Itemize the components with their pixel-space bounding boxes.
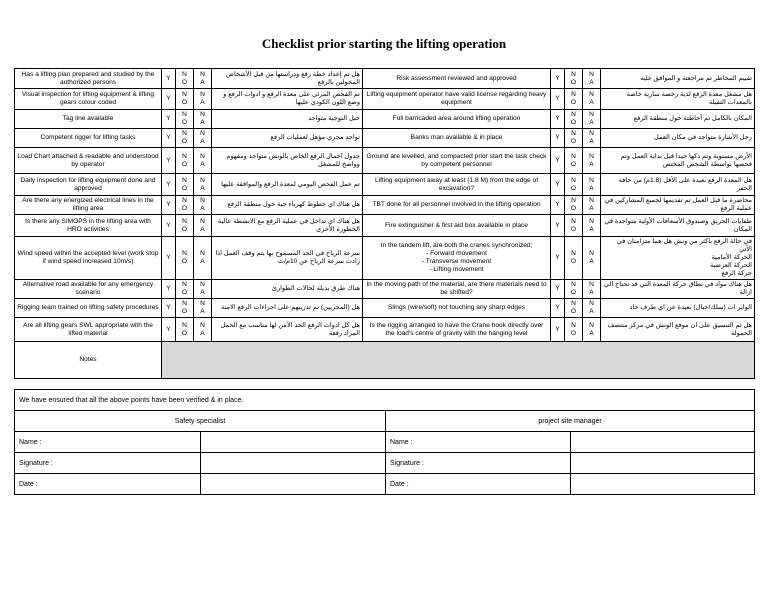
right-no-option[interactable]: N O — [565, 69, 583, 89]
right-yes-option[interactable]: Y — [551, 69, 565, 89]
right-question-arabic: هل مشغل معدة الرفع لدية رخصة سارية خاصة بالمعدات الثقيلة — [601, 89, 755, 110]
left-yes-option[interactable]: Y — [162, 69, 176, 89]
left-no-option[interactable]: N O — [176, 129, 194, 148]
checklist-row — [15, 129, 755, 148]
project-site-manager-heading: project site manager — [386, 411, 755, 432]
left-no-option[interactable]: N O — [176, 237, 194, 280]
left-no-option[interactable]: N O — [176, 110, 194, 129]
left-yes-option[interactable]: Y — [162, 129, 176, 148]
right-question-english: Banks man available & in place — [363, 129, 551, 148]
right-no-option[interactable]: N O — [565, 110, 583, 129]
right-yes-option[interactable]: Y — [551, 174, 565, 196]
left-yes-option[interactable]: Y — [162, 89, 176, 110]
right-yes-option[interactable]: Y — [551, 89, 565, 110]
right-na-option[interactable]: N A — [583, 196, 601, 215]
right-yes-option[interactable]: Y — [551, 299, 565, 318]
left-yes-option[interactable]: Y — [162, 174, 176, 196]
right-no-option[interactable]: N O — [565, 148, 583, 174]
site-manager-signature-field[interactable] — [571, 453, 755, 474]
left-question-arabic: تم عمل الفحص اليومي لمعدة الرفع والموافقة عليها — [212, 174, 363, 196]
right-question-arabic: الأرض مستوية وتم دكها جيدا قبل بداية العمل وتم فحصها بواسطة الشخص المختص — [601, 148, 755, 174]
left-na-option[interactable]: N A — [194, 110, 212, 129]
right-yes-option[interactable]: Y — [551, 129, 565, 148]
left-no-option[interactable]: N O — [176, 69, 194, 89]
verification-statement: We have ensured that all the above points have been verified & in place. — [15, 390, 755, 411]
safety-specialist-date-label: Date : — [15, 474, 201, 495]
right-yes-option[interactable]: Y — [551, 196, 565, 215]
right-no-option[interactable]: N O — [565, 129, 583, 148]
left-no-option[interactable]: N O — [176, 280, 194, 299]
right-question-english: Fire extinguisher & first aid box available in place — [363, 215, 551, 237]
right-question-english: Ground are levelled, and compacted prior start the task check by competent personnel — [363, 148, 551, 174]
left-question-arabic: جدول احمال الرفع الخاص بالونش متواجد ومفهوم وواضح للمشغل — [212, 148, 363, 174]
left-question-english: Wind speed within the accepted level (work stop if wind speed increased 10m/s) — [15, 237, 162, 280]
safety-specialist-signature-field[interactable] — [201, 453, 386, 474]
checklist-row — [15, 280, 755, 299]
left-question-english: Competent rigger for lifting tasks — [15, 129, 162, 148]
safety-specialist-name-label: Name : — [15, 432, 201, 453]
right-no-option[interactable]: N O — [565, 318, 583, 342]
left-question-english: Daily inspection for lifting equipment done and approved — [15, 174, 162, 196]
left-question-arabic: هناك طرق بديلة لحالات الطوارئ — [212, 280, 363, 299]
left-na-option[interactable]: N A — [194, 237, 212, 280]
right-question-english: Lifting equipment away at least (1.8 M) from the edge of excavation? — [363, 174, 551, 196]
right-na-option[interactable]: N A — [583, 280, 601, 299]
right-question-english: Is the rigging arranged to have the Crane hook directly over the load's centre of gravity with the hanging level — [363, 318, 551, 342]
checklist-row — [15, 299, 755, 318]
checklist-row — [15, 69, 755, 89]
safety-specialist-name-field[interactable] — [201, 432, 386, 453]
right-question-arabic: هل هناك مواد في نطاق حركة المعدة التي قد تحتاج الي ازالة — [601, 280, 755, 299]
checklist-row — [15, 148, 755, 174]
right-no-option[interactable]: N O — [565, 174, 583, 196]
safety-specialist-heading: Safety specialist — [15, 411, 386, 432]
site-manager-name-label: Name : — [386, 432, 571, 453]
left-no-option[interactable]: N O — [176, 174, 194, 196]
checklist-row — [15, 237, 755, 280]
right-yes-option[interactable]: Y — [551, 280, 565, 299]
left-no-option[interactable]: N O — [176, 196, 194, 215]
right-na-option[interactable]: N A — [583, 110, 601, 129]
checklist-table — [14, 68, 755, 379]
right-na-option[interactable]: N A — [583, 174, 601, 196]
left-no-option[interactable]: N O — [176, 299, 194, 318]
left-yes-option[interactable]: Y — [162, 299, 176, 318]
right-question-arabic: المكان بالكامل تم أحاطتة حول منطقة الرفع — [601, 110, 755, 129]
right-yes-option[interactable]: Y — [551, 318, 565, 342]
left-question-english: Has a lifting plan prepared and studied by the authorized persons — [15, 69, 162, 89]
right-na-option[interactable]: N A — [583, 299, 601, 318]
right-question-english: In the moving path of the material, are there materials need to be shifted? — [363, 280, 551, 299]
right-yes-option[interactable]: Y — [551, 215, 565, 237]
right-na-option[interactable]: N A — [583, 129, 601, 148]
left-question-english: Are all lifting gears SWL appropriate with the lifted material — [15, 318, 162, 342]
safety-specialist-date-field[interactable] — [201, 474, 386, 495]
right-na-option[interactable]: N A — [583, 215, 601, 237]
left-question-english: Are there any energized electrical lines in the lifting area — [15, 196, 162, 215]
checklist-row — [15, 110, 755, 129]
right-question-arabic: في حالة الرفع باكثر من ونش هل هما متزامنان في الآتي الحركة الأمامية الحركة العرضية حركة الرفع — [601, 237, 755, 280]
left-question-arabic: هل تم إعداد خطة رفع ودراستها من قبل الأشخاص المخولين بالرفع — [212, 69, 363, 89]
right-na-option[interactable]: N A — [583, 237, 601, 280]
left-na-option[interactable]: N A — [194, 299, 212, 318]
right-na-option[interactable]: N A — [583, 148, 601, 174]
left-yes-option[interactable]: Y — [162, 148, 176, 174]
checklist-row — [15, 215, 755, 237]
right-question-arabic: هل المعدة الرفع بعيدة على الأقل (1.8م) من حافة الحفر — [601, 174, 755, 196]
right-yes-option[interactable]: Y — [551, 110, 565, 129]
right-question-arabic: تقييم المخاطر تم مراجعتة و الموافق عليه — [601, 69, 755, 89]
right-question-arabic: هل تم التنسيق على ان موقع الونش في مركز منتصف الحمولة — [601, 318, 755, 342]
right-question-arabic: رجل الأشارة متواجد في مكان العمل — [601, 129, 755, 148]
left-no-option[interactable]: N O — [176, 318, 194, 342]
left-question-arabic: هل هناك اي تداخل في عملية الرفع مع الانشطة عالية الخطورة الأخرى — [212, 215, 363, 237]
left-question-english: Alternative road available for any emergency scenario — [15, 280, 162, 299]
left-na-option[interactable]: N A — [194, 148, 212, 174]
left-yes-option[interactable]: Y — [162, 110, 176, 129]
right-question-arabic: طفايات الحريق وصندوق الأسعافات الأولية متواجدة في المكان — [601, 215, 755, 237]
right-question-english: TBT done for all personnel involved in the lifting operation — [363, 196, 551, 215]
right-no-option[interactable]: N O — [565, 196, 583, 215]
left-no-option[interactable]: N O — [176, 215, 194, 237]
left-na-option[interactable]: N A — [194, 129, 212, 148]
left-na-option[interactable]: N A — [194, 69, 212, 89]
right-question-english: Lifting equipment operator have valid license regarding heavy equipment — [363, 89, 551, 110]
right-no-option[interactable]: N O — [565, 215, 583, 237]
right-na-option[interactable]: N A — [583, 89, 601, 110]
left-na-option[interactable]: N A — [194, 280, 212, 299]
left-question-arabic: سرعة الرياح في الحد المسموح بها يتم وقف العمل اذا زادت سرعة الرياح عن 10م/ث — [212, 237, 363, 280]
left-question-arabic: تواجد مجري مؤهل لعمليات الرفع — [212, 129, 363, 148]
left-yes-option[interactable]: Y — [162, 196, 176, 215]
left-question-english: Visual inspection for lifting equipment & lifting gears colour coded — [15, 89, 162, 110]
checklist-row — [15, 196, 755, 215]
left-question-arabic: هل كل ادوات الرفع الحد الآمن لها مناسب مع الحمل المراد رفعة — [212, 318, 363, 342]
right-question-english: In the tandem lift, are both the cranes synchronized; - Forward movement - Transverse movement - Lifting movement — [363, 237, 551, 280]
left-question-arabic: هل هناك اي خطوط كهرباء حية حول منطقة الرفع — [212, 196, 363, 215]
checklist-row — [15, 174, 755, 196]
left-no-option[interactable]: N O — [176, 89, 194, 110]
right-no-option[interactable]: N O — [565, 280, 583, 299]
left-no-option[interactable]: N O — [176, 148, 194, 174]
left-question-english: Is there any SIMOPS in the lifting area with HRO activities — [15, 215, 162, 237]
left-yes-option[interactable]: Y — [162, 318, 176, 342]
checklist-row — [15, 318, 755, 342]
right-no-option[interactable]: N O — [565, 299, 583, 318]
left-question-arabic: هل (المجريين) تم تدريبهم على اجراءات الرفع الامنة — [212, 299, 363, 318]
right-question-english: Slings (wire/soft) not touching any sharp edges — [363, 299, 551, 318]
site-manager-name-field[interactable] — [571, 432, 755, 453]
left-question-english: Load Chart attached & readable and understood by operator — [15, 148, 162, 174]
left-question-english: Rigging team trained on lifting safety procedures — [15, 299, 162, 318]
right-na-option[interactable]: N A — [583, 69, 601, 89]
left-na-option[interactable]: N A — [194, 215, 212, 237]
left-question-arabic: تم الفحص المرئي على معدة الرفع و ادوات الرفع و وضع اللون الكودي عليها — [212, 89, 363, 110]
left-yes-option[interactable]: Y — [162, 280, 176, 299]
site-manager-date-label: Date : — [386, 474, 571, 495]
left-yes-option[interactable]: Y — [162, 215, 176, 237]
page-title: Checklist prior starting the lifting operation — [261, 36, 507, 51]
notes-label: Notes — [15, 342, 162, 379]
right-question-arabic: الواير ات (سلك/حبال) بعيدة عن اي طرف حاد — [601, 299, 755, 318]
left-na-option[interactable]: N A — [194, 318, 212, 342]
right-yes-option[interactable]: Y — [551, 148, 565, 174]
notes-row — [15, 342, 755, 379]
safety-specialist-signature-label: Signature : — [15, 453, 201, 474]
right-no-option[interactable]: N O — [565, 237, 583, 280]
checklist-row — [15, 89, 755, 110]
left-na-option[interactable]: N A — [194, 196, 212, 215]
left-question-arabic: حبل التوجية متواجد — [212, 110, 363, 129]
right-question-arabic: محاضرة ما قبل العمل تم تقديمها لجميع المشاركين في عملية الرفع — [601, 196, 755, 215]
sign-off-table — [14, 389, 755, 495]
left-na-option[interactable]: N A — [194, 174, 212, 196]
site-manager-signature-label: Signature : — [386, 453, 571, 474]
right-question-english: Full barricaded area around lifting operation — [363, 110, 551, 129]
right-yes-option[interactable]: Y — [551, 237, 565, 280]
site-manager-date-field[interactable] — [571, 474, 755, 495]
left-question-english: Tag line available — [15, 110, 162, 129]
left-yes-option[interactable]: Y — [162, 237, 176, 280]
right-no-option[interactable]: N O — [565, 89, 583, 110]
notes-area[interactable] — [162, 342, 755, 379]
left-na-option[interactable]: N A — [194, 89, 212, 110]
right-na-option[interactable]: N A — [583, 318, 601, 342]
right-question-english: Risk assessment reviewed and approved — [363, 69, 551, 89]
